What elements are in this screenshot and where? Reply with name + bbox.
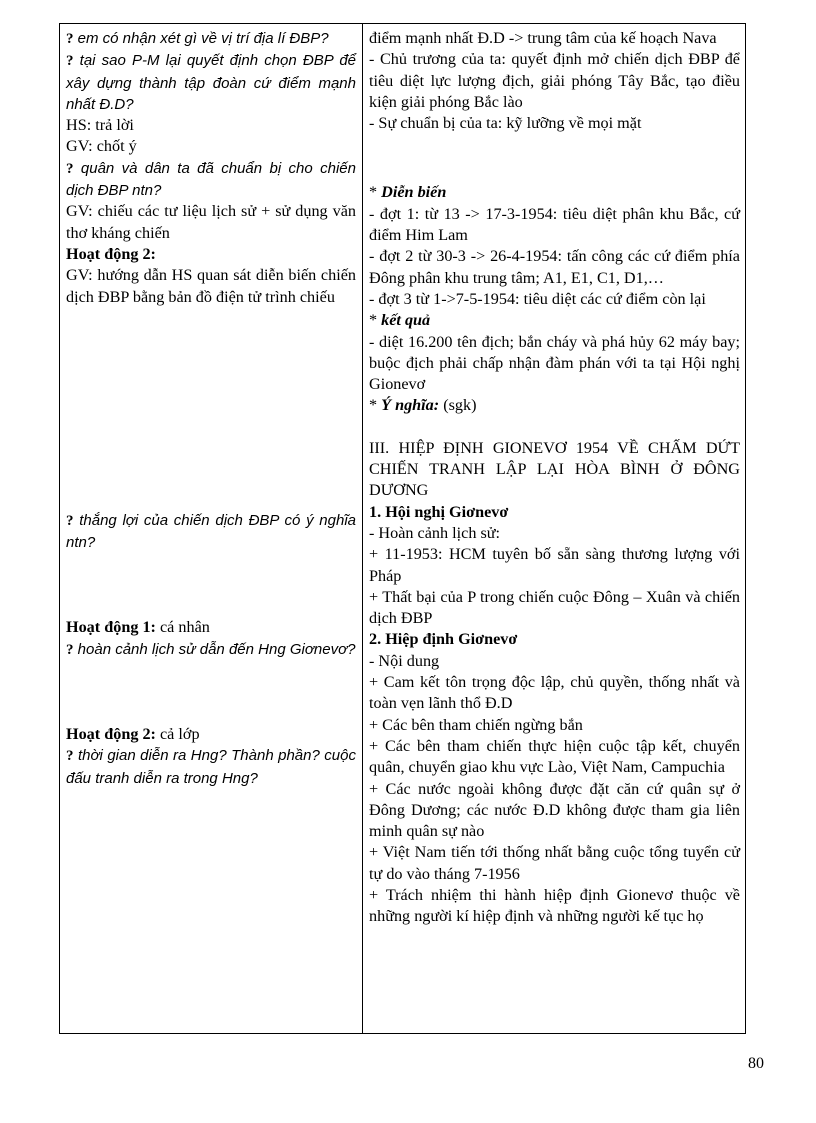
content-strongest-point: điểm mạnh nhất Đ.D -> trung tâm của kế hoạch Nava: [369, 29, 717, 47]
content-french-defeat: + Thất bại của P trong chiến cuộc Đông – Xuân và chiến dịch ĐBP: [369, 587, 740, 628]
heading-y-nghia: * Ý nghĩa: (sgk): [369, 396, 477, 415]
question-time-members: ? thời gian diễn ra Hng? Thành phần? cuộc đấu tranh diễn ra trong Hng?: [66, 747, 356, 787]
content-elections: + Việt Nam tiến tới thống nhất bằng cuộc tổng tuyển cử tự do vào tháng 7-1956: [369, 843, 740, 883]
question-preparation: ? quân và dân ta đã chuẩn bị cho chiến dịch ĐBP ntn?: [66, 159, 356, 200]
content-context-label: - Hoàn cảnh lịch sử:: [369, 523, 501, 542]
content-policy: - Chủ trương của ta: quyết định mở chiến dịch ĐBP để tiêu diệt lực lượng địch, giải phóng Tây Bắc, tạo điều kiện giải phóng Bắc lào: [369, 50, 740, 111]
spacer: [369, 417, 740, 438]
content-responsibility: + Trách nhiệm thi hành hiệp định Gionevơ thuộc về những người kí hiệp định và những người kế tục họ: [369, 885, 740, 926]
gv-show-materials: GV: chiếu các tư liệu lịch sử + sử dụng văn thơ kháng chiến: [66, 202, 356, 242]
question-significance: ? thắng lợi của chiến dịch ĐBP có ý nghĩa ntn?: [66, 511, 357, 552]
heading-conference: 1. Hội nghị Giơnevơ: [369, 502, 509, 521]
hs-answer: HS: trả lời: [66, 116, 134, 135]
content-phase-1: - đợt 1: từ 13 -> 17-3-1954: tiêu diệt phân khu Bắc, cứ điểm Him Lam: [369, 204, 740, 245]
content-phase-3: - đợt 3 từ 1->7-5-1954: tiêu diệt các cứ điểm còn lại: [369, 289, 706, 308]
spacer: [369, 134, 740, 182]
gv-guide-map: GV: hướng dẫn HS quan sát diễn biến chiến dịch ĐBP bằng bản đồ điện tử trình chiếu: [66, 266, 356, 306]
activity-2-class: Hoạt động 2: cả lớp: [66, 725, 200, 744]
content-result: - diệt 16.200 tên địch; bắn cháy và phá hủy 62 máy bay; buộc địch phải chấp nhận đàm phán với ta tại Hội nghị Gionevơ: [369, 332, 740, 394]
question-why-dbp: ? tại sao P-M lại quyết định chọn ĐBP để xây dựng thành tập đoàn cứ điểm mạnh nhất Đ.D?: [66, 52, 357, 113]
lesson-table: [59, 23, 746, 1034]
activity-2-label: Hoạt động 2:: [66, 244, 156, 263]
spacer: [66, 308, 356, 510]
activity-1-individual: Hoạt động 1: cá nhân: [66, 618, 210, 637]
section-3-title: III. HIỆP ĐỊNH GIONEVƠ 1954 VỀ CHẤM DỨT CHIẾN TRANH LẬP LẠI HÒA BÌNH Ở ĐÔNG DƯƠNG: [369, 438, 740, 500]
content-ceasefire: + Các bên tham chiến ngừng bắn: [369, 715, 583, 734]
question-context: ? hoàn cảnh lịch sử dẫn đến Hng Giơnevơ?: [66, 640, 356, 658]
spacer: [66, 553, 356, 617]
content-regroup: + Các bên tham chiến thực hiện cuộc tập kết, chuyển quân, chuyển giao khu vực Lào, Việt Nam, Campuchia: [369, 736, 740, 777]
teacher-activity-column: [60, 24, 362, 1033]
content-no-bases: + Các nước ngoài không được đặt căn cứ quân sự ở Đông Dương; các nước Đ.D không được tham gia liên minh quân sự nào: [369, 779, 740, 841]
gv-conclude: GV: chốt ý: [66, 137, 137, 156]
content-contents-label: - Nội dung: [369, 651, 440, 670]
content-phase-2: - đợt 2 từ 30-3 -> 26-4-1954: tấn công các cứ điểm phía Đông phân khu trung tâm; A1, E1, C1, D1,…: [369, 247, 740, 287]
spacer: [66, 661, 356, 724]
content-respect-independence: + Cam kết tôn trọng độc lập, chủ quyền, thống nhất và toàn vẹn lãnh thổ Đ.D: [369, 673, 740, 713]
heading-ket-qua: * kết quả: [369, 311, 431, 330]
question-location: ? em có nhận xét gì về vị trí địa lí ĐBP?: [66, 30, 329, 47]
page-number: 80: [748, 1055, 764, 1072]
content-preparation: - Sự chuẩn bị của ta: kỹ lưỡng về mọi mặt: [369, 114, 642, 133]
heading-agreement: 2. Hiệp định Giơnevơ: [369, 630, 518, 649]
heading-dien-bien: * Diễn biến: [369, 183, 447, 202]
content-column: [363, 24, 745, 1033]
content-hcm-declaration: + 11-1953: HCM tuyên bố sẵn sàng thương lượng với Pháp: [369, 545, 740, 585]
